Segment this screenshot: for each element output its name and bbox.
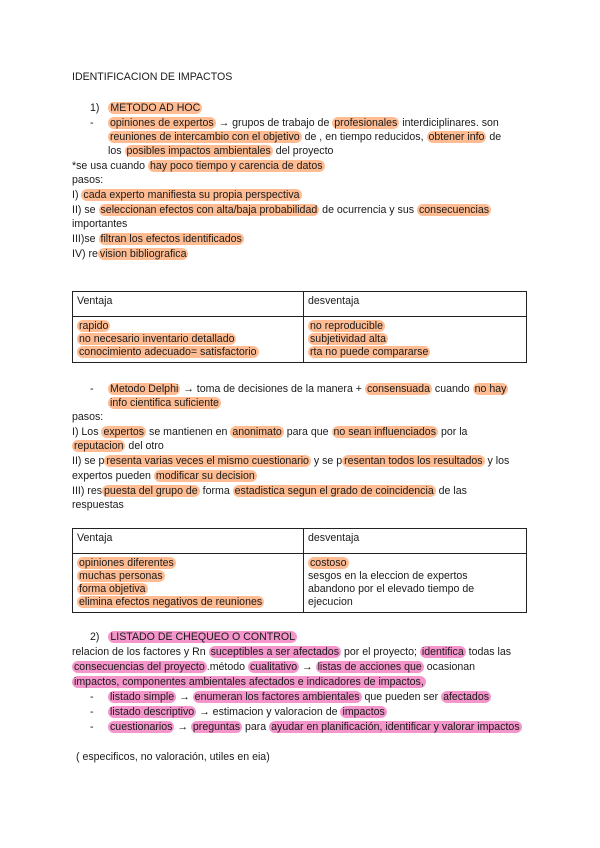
highlight: preguntas — [192, 721, 241, 733]
step-4 — [72, 247, 188, 261]
text: de las — [435, 485, 467, 497]
delphi-step-2 — [72, 454, 509, 468]
text: II) se p — [72, 455, 105, 467]
table-header-row — [73, 292, 527, 317]
highlight: anonimato — [232, 426, 282, 438]
bullet-dash: - — [90, 383, 94, 395]
highlight: Metodo Delphi — [110, 383, 179, 395]
highlight: afectados — [443, 691, 490, 703]
list-item: no reproducible — [310, 320, 384, 332]
highlight: cada experto manifiesta su propia perspectiva — [83, 189, 300, 201]
text: → toma de decisiones de la manera + — [180, 383, 365, 395]
document-title: IDENTIFICACION DE IMPACTOS — [72, 71, 233, 83]
list-item-cuestionarios — [108, 720, 522, 734]
highlight: estadistica segun el grado de coincidencia — [234, 485, 434, 497]
highlight: info cientifica suficiente — [110, 397, 219, 409]
highlight: listas de acciones que — [317, 661, 422, 673]
highlight: filtran los efectos identificados — [100, 233, 242, 245]
section-1-number: 1) — [90, 102, 100, 114]
highlight: listado descriptivo — [110, 706, 195, 718]
text: cuando — [431, 383, 473, 395]
footer-note: ( especificos, no valoración, utiles en eia) — [76, 751, 270, 763]
delphi-step-1 — [72, 425, 467, 439]
table-header-desventaja: desventaja — [304, 529, 527, 554]
text: III) res — [72, 485, 103, 497]
list-item: abandono por el elevado tiempo de — [308, 583, 475, 595]
highlight: modificar su decision — [155, 470, 255, 482]
text: para — [242, 721, 270, 733]
list-item: ejecucion — [308, 596, 353, 608]
section-2-number: 2) — [90, 631, 100, 643]
text: → grupos de trabajo de — [215, 117, 333, 129]
desventajas-cell — [304, 317, 527, 363]
text: y los — [484, 455, 510, 467]
bullet-dash: - — [90, 721, 94, 733]
text: todas las — [465, 646, 512, 658]
table-row — [73, 554, 527, 613]
list-item-simple — [108, 690, 491, 704]
list-item: opiniones diferentes — [79, 557, 174, 569]
list-item: no necesario inventario detallado — [79, 333, 235, 345]
text: los — [108, 145, 125, 157]
highlight: no hay — [474, 383, 507, 395]
ventajas-cell — [73, 554, 304, 613]
text: ocasionan — [423, 661, 476, 673]
delphi-step-1-continued — [72, 439, 164, 453]
highlight: ayudar en planificación, identificar y valorar impactos — [271, 721, 520, 733]
delphi-line-2 — [108, 396, 221, 410]
highlight: enumeran los factores ambientales — [194, 691, 360, 703]
section-2-heading — [90, 630, 297, 644]
text: por el proyecto; — [341, 646, 420, 658]
list-item: conocimiento adecuado= satisfactorio — [79, 346, 257, 358]
highlight: reuniones de intercambio con el objetivo — [110, 131, 300, 143]
highlight: opiniones de expertos — [110, 117, 214, 129]
steps-label: pasos: — [72, 174, 104, 186]
highlight: impactos — [342, 706, 385, 718]
highlight: profesionales — [334, 117, 398, 129]
highlight: impactos, componentes ambientales afectados e indicadores de impactos, — [74, 676, 424, 688]
delphi-step-3 — [72, 484, 467, 498]
table-row — [73, 317, 527, 363]
highlight: puesta del grupo de — [104, 485, 198, 497]
text: → — [174, 721, 191, 733]
highlight: consecuencias — [418, 204, 490, 216]
highlight: identifica — [421, 646, 464, 658]
list-item: muchas personas — [79, 570, 163, 582]
text: IV) re — [72, 248, 98, 260]
section-2-line-3 — [72, 675, 426, 689]
section-1-heading — [90, 101, 202, 115]
steps-label: pasos: — [72, 411, 104, 423]
text: de — [486, 131, 502, 143]
table-header-row — [73, 529, 527, 554]
text: *se usa cuando — [72, 160, 148, 172]
section-1-title: METODO AD HOC — [110, 102, 201, 114]
text: por la — [438, 426, 468, 438]
text: forma — [199, 485, 233, 497]
section-2-title: LISTADO DE CHEQUEO O CONTROL — [110, 631, 296, 643]
text: que pueden ser — [361, 691, 442, 703]
list-item: costoso — [310, 557, 347, 569]
list-item: forma objetiva — [79, 583, 146, 595]
text: → estimacion y valoracion de — [196, 706, 341, 718]
highlight: cualitativo — [249, 661, 298, 673]
highlight: expertos — [103, 426, 145, 438]
section-2-line-2 — [72, 660, 475, 674]
step-1 — [72, 188, 302, 202]
bullet-dash: - — [90, 706, 94, 718]
text: de , en tiempo reducidos, — [301, 131, 427, 143]
highlight: vision bibliografica — [99, 248, 187, 260]
ventajas-cell — [73, 317, 304, 363]
text: interdiciplinares. son — [399, 117, 499, 129]
list-item-descriptivo — [108, 705, 387, 719]
table-header-desventaja: desventaja — [304, 292, 527, 317]
bullet-1-line-1 — [108, 116, 499, 130]
text: II) se — [72, 204, 99, 216]
text: I) — [72, 189, 82, 201]
list-item: rta no puede compararse — [310, 346, 429, 358]
pros-cons-table-2 — [72, 528, 527, 613]
bullet-dash: - — [90, 691, 94, 703]
table-header-ventaja: Ventaja — [73, 292, 304, 317]
highlight: suceptibles a ser afectados — [210, 646, 339, 658]
bullet-1-line-3 — [108, 144, 333, 158]
text: → — [299, 661, 316, 673]
highlight: cuestionarios — [110, 721, 173, 733]
text: III)se — [72, 233, 99, 245]
highlight: resenta varias veces el mismo cuestionario — [106, 455, 309, 467]
text: .método — [206, 661, 248, 673]
step-3 — [72, 232, 244, 246]
delphi-step-2-continued — [72, 469, 257, 483]
pros-cons-table-1 — [72, 291, 527, 363]
text: de ocurrencia y sus — [319, 204, 417, 216]
list-item: rapido — [79, 320, 109, 332]
usage-note — [72, 159, 325, 173]
step-2 — [72, 203, 491, 217]
list-item: elimina efectos negativos de reuniones — [79, 596, 263, 608]
text: se mantienen en — [146, 426, 231, 438]
text: del proyecto — [272, 145, 334, 157]
highlight: resentan todos los resultados — [344, 455, 483, 467]
section-2-line-1 — [72, 645, 511, 659]
bullet-dash: - — [90, 117, 94, 129]
text: expertos pueden — [72, 470, 154, 482]
highlight: seleccionan efectos con alta/baja probabilidad — [100, 204, 318, 216]
text: relacion de los factores y Rn — [72, 646, 209, 658]
highlight: listado simple — [110, 691, 175, 703]
delphi-line-1 — [108, 382, 508, 396]
highlight: consensuada — [366, 383, 430, 395]
highlight: no sean influenciados — [333, 426, 436, 438]
list-item: subjetividad alta — [310, 333, 386, 345]
highlight: hay poco tiempo y carencia de datos — [149, 160, 323, 172]
text: y se p — [310, 455, 343, 467]
highlight: obtener info — [428, 131, 485, 143]
desventajas-cell — [304, 554, 527, 613]
highlight: consecuencias del proyecto — [74, 661, 205, 673]
text: del otro — [125, 440, 164, 452]
table-header-ventaja: Ventaja — [73, 529, 304, 554]
delphi-step-3-continued: respuestas — [72, 499, 124, 511]
list-item: sesgos en la eleccion de expertos — [308, 570, 468, 582]
highlight: posibles impactos ambientales — [126, 145, 271, 157]
text: para que — [283, 426, 332, 438]
step-2-continued: importantes — [72, 218, 128, 230]
text: → — [176, 691, 193, 703]
text: I) Los — [72, 426, 102, 438]
highlight: reputacion — [74, 440, 124, 452]
bullet-1-line-2 — [108, 130, 501, 144]
